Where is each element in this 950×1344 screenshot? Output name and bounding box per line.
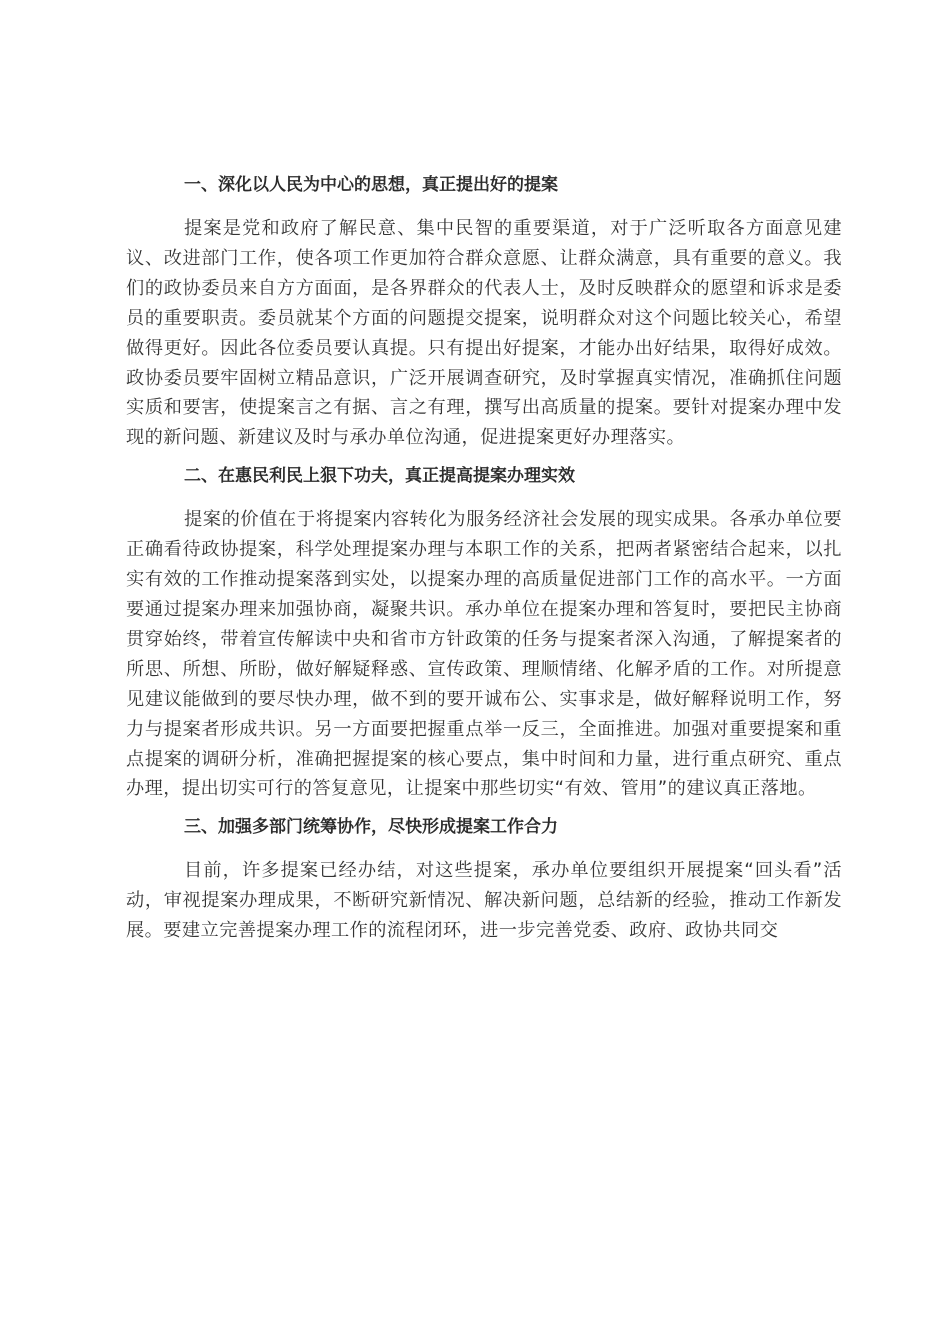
section-3-paragraph: 目前，许多提案已经办结，对这些提案，承办单位要组织开展提案“回头看”活动，审视提案办理成果，不断研究新情况、解决新问题，总结新的经验，推动工作新发展。要建立完善提案办理工作的流程闭环，进一步完善党委、政府、政协共同交 — [126, 860, 842, 942]
section-2-heading: 二、在惠民利民上狠下功夫，真正提高提案办理实效 — [184, 466, 575, 487]
section-1-paragraph: 提案是党和政府了解民意、集中民智的重要渠道，对于广泛听取各方面意见建议、改进部门工作，使各项工作更加符合群众意愿、让群众满意，具有重要的意义。我们的政协委员来自方方面面，是各界群众的代表人士，及时反映群众的愿望和诉求是委员的重要职责。委员就某个方面的问题提交提案，说明群众对这个问题比较关心，希望做得更好。因此各位委员要认真提。只有提出好提案，才能办出好结果，取得好成效。政协委员要牢固树立精品意识，广泛开展调查研究，及时掌握真实情况，准确抓住问题实质和要害，使提案言之有据、言之有理，撰写出高质量的提案。要针对提案办理中发现的新问题、新建议及时与承办单位沟通，促进提案更好办理落实。 — [126, 218, 842, 449]
document-page — [126, 170, 842, 946]
section-1-heading: 一、深化以人民为中心的思想，真正提出好的提案 — [184, 175, 558, 195]
section-2-paragraph: 提案的价值在于将提案内容转化为服务经济社会发展的现实成果。各承办单位要正确看待政协提案，科学处理提案办理与本职工作的关系，把两者紧密结合起来，以扎实有效的工作推动提案落到实处，以提案办理的高质量促进部门工作的高水平。一方面要通过提案办理来加强协商，凝聚共识。承办单位在提案办理和答复时，要把民主协商贯穿始终，带着宣传解读中央和省市方针政策的任务与提案者深入沟通，了解提案者的所思、所想、所盼，做好解疑释惑、宣传政策、理顺情绪、化解矛盾的工作。对所提意见建议能做到的要尽快办理，做不到的要开诚布公、实事求是，做好解释说明工作，努力与提案者形成共识。另一方面要把握重点举一反三，全面推进。加强对重要提案和重点提案的调研分析，准确把握提案的核心要点，集中时间和力量，进行重点研究、重点办理，提出切实可行的答复意见，让提案中那些切实“有效、管用”的建议真正落地。 — [126, 509, 842, 800]
section-3-heading: 三、加强多部门统筹协作，尽快形成提案工作合力 — [184, 817, 558, 838]
